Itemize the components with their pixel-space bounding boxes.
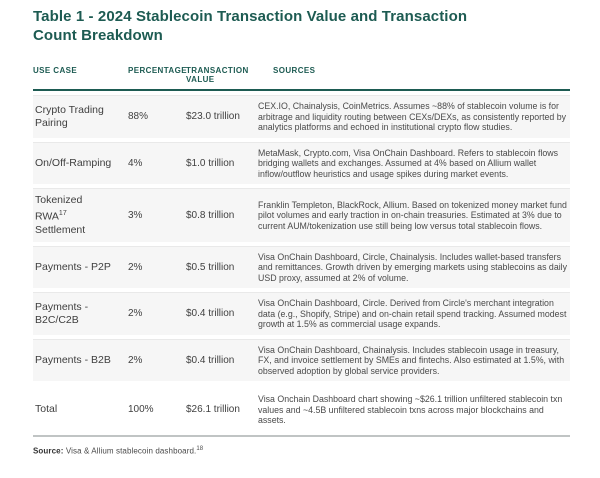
use-case-text: Total (35, 403, 58, 416)
table-row (33, 339, 570, 382)
use-case-cell (33, 403, 125, 416)
transaction-value-cell: $0.8 trillion (186, 209, 235, 221)
use-case-cell (33, 301, 125, 327)
use-case-cell (33, 354, 125, 367)
percentage-cell: 2% (128, 354, 143, 366)
transaction-value-cell: $0.5 trillion (186, 261, 235, 273)
use-case-cell (33, 157, 125, 170)
source-text: Visa & Allium stablecoin dashboard. (63, 446, 197, 456)
sources-cell: CEX.IO, Chainalysis, CoinMetrics. Assumes ~88% of stablecoin volume is for arbitrage and liquidity routing between CEXs/DEXs, as consistently reported by analytics platforms and echoed in institutional crypto flow studies. (258, 101, 567, 132)
table-header-row (33, 66, 570, 91)
table-row (33, 142, 570, 185)
use-case-text: Payments - P2P (35, 260, 111, 273)
table-row (33, 292, 570, 335)
use-case-text: Crypto Trading Pairing (35, 103, 104, 129)
transaction-value-cell: $26.1 trillion (186, 404, 240, 416)
header-percentage: PERCENTAGE (128, 66, 187, 75)
source-footnote-marker: 18 (196, 445, 204, 452)
sources-cell: Franklin Templeton, BlackRock, Allium. Based on tokenized money market fund pilot volumes and early traction in on-chain treasuries. Estimated at 3% due to current AUM/tokenization use still being low versus total stablecoin flows. (258, 199, 567, 231)
source-note (33, 446, 570, 456)
percentage-cell: 88% (128, 111, 149, 123)
table-row (33, 188, 570, 242)
sources-cell: Visa Onchain Dashboard chart showing ~$26.1 trillion unfiltered stablecoin txn values and ~4.5B unfiltered stablecoin txns across major blockchains and assets. (258, 394, 563, 425)
header-use-case: USE CASE (33, 66, 78, 75)
table-row (33, 246, 570, 289)
percentage-cell: 2% (128, 261, 143, 273)
table-row (33, 387, 570, 437)
transaction-value-cell: $1.0 trillion (186, 157, 235, 169)
use-case-footnote-marker: 17 (58, 210, 67, 217)
table-row (33, 95, 570, 138)
transaction-value-cell: $0.4 trillion (186, 354, 235, 366)
use-case-text: Tokenized RWA (35, 194, 83, 223)
percentage-cell: 3% (128, 209, 143, 221)
source-label: Source: (33, 446, 64, 456)
sources-cell: Visa OnChain Dashboard, Circle. Derived from Circle's merchant integration data (e.g., Shopify, Stripe) and on-chain retail spend tracking. Assumed modest growth at 1.5% as commercial usage expands. (258, 298, 567, 329)
stablecoin-table (33, 66, 570, 437)
use-case-text-rest: Settlement (35, 223, 86, 236)
sources-cell: Visa OnChain Dashboard, Chainalysis. Includes stablecoin usage in treasury, FX, and invoice settlement by SMEs and fintechs. Also estimated at 1.5%, with observed adoption by global service providers. (258, 344, 565, 376)
table-body (33, 95, 570, 437)
header-transaction-value: TRANSACTION VALUE (186, 66, 249, 84)
transaction-value-cell: $0.4 trillion (186, 308, 235, 320)
sources-cell: MetaMask, Crypto.com, Visa OnChain Dashboard. Refers to stablecoin flows bridging wallets and exchanges. Assumed at 4% based on Allium wallet inflow/outflow heuristics and usage spikes during market events. (258, 147, 559, 179)
sources-cell: Visa OnChain Dashboard, Circle, Chainalysis. Includes wallet-based transfers and remittances. Growth driven by emerging markets using stablecoins as daily USD proxy, assumed at 2% of volume. (258, 251, 568, 283)
use-case-text: Payments - B2B (35, 353, 111, 366)
use-case-text: On/Off-Ramping (35, 156, 112, 169)
percentage-cell: 100% (128, 404, 154, 416)
use-case-cell (33, 194, 125, 237)
table-title: Table 1 - 2024 Stablecoin Transaction Value and Transaction Count Breakdown (33, 8, 468, 44)
percentage-cell: 2% (128, 308, 143, 320)
use-case-text: Payments - B2C/C2B (35, 300, 89, 326)
use-case-cell (33, 261, 125, 274)
transaction-value-cell: $23.0 trillion (186, 111, 240, 123)
header-sources: SOURCES (273, 66, 316, 75)
use-case-cell (33, 104, 125, 130)
percentage-cell: 4% (128, 157, 143, 169)
